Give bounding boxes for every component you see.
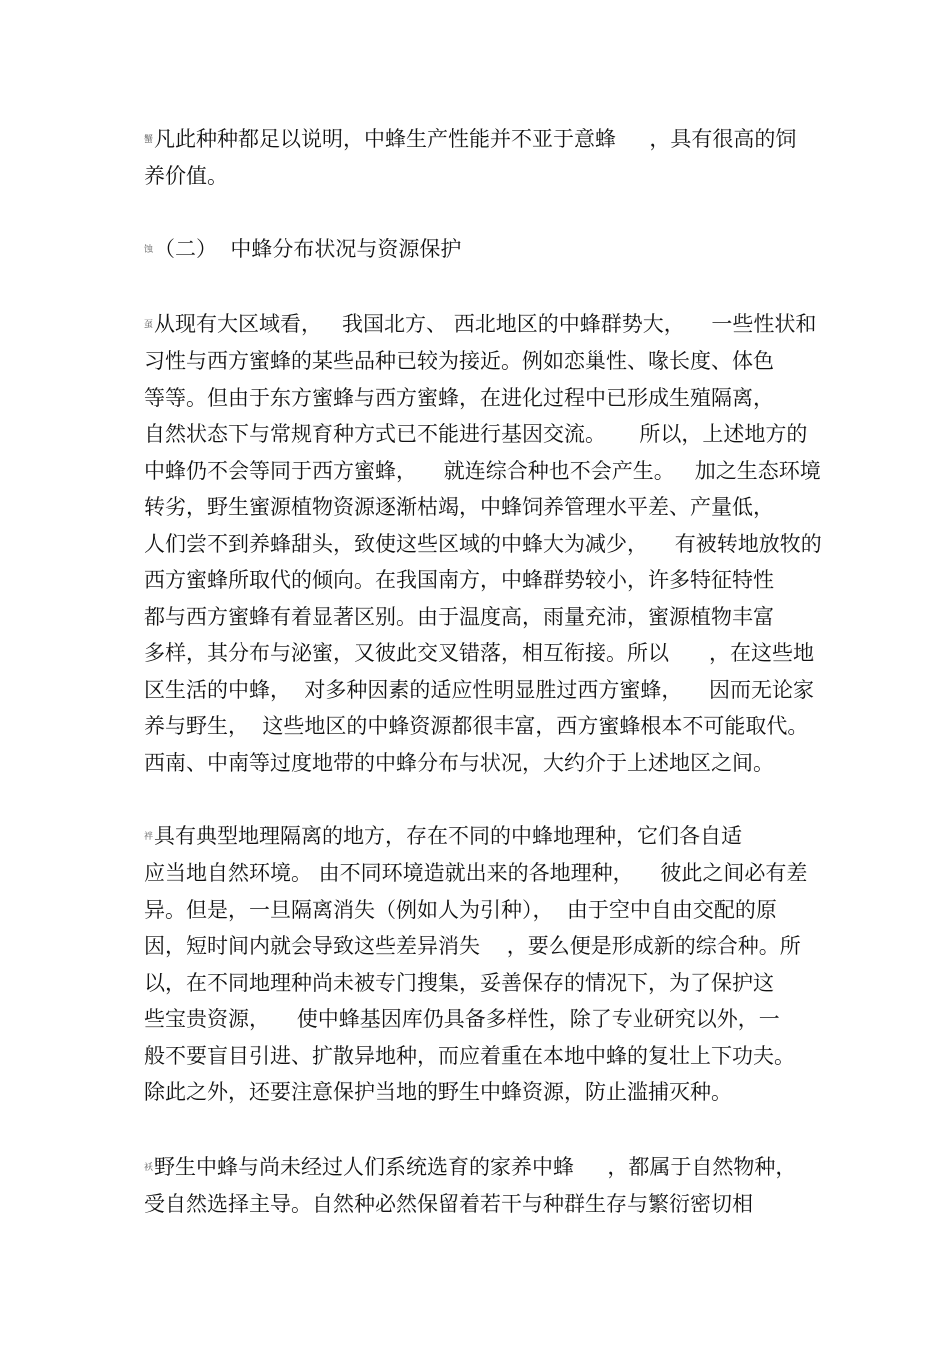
paragraph-line: 习性与西方蜜蜂的某些品种已较为接近。例如恋巢性、喙长度、体色 — [144, 349, 774, 374]
paragraph-line: 除此之外，还要注意保护当地的野生中蜂资源，防止滥捕灭种。 — [144, 1080, 732, 1105]
paragraph-line: 西南、中南等过度地带的中蜂分布与状况，大约介于上述地区之间。 — [144, 750, 774, 775]
paragraph-line: 般不要盲目引进、扩散异地种，而应着重在本地中蜂的复壮上下功夫。 — [144, 1043, 795, 1068]
paragraph-line: 以，在不同地理种尚未被专门搜集，妥善保存的情况下，为了保护这 — [144, 970, 774, 995]
paragraph-3 — [144, 818, 824, 1111]
paragraph-line: 虿从现有大区域看， 我国北方、 西北地区的中蜂群势大， 一些性状和 — [144, 312, 817, 336]
glyph-marker: 虿 — [144, 319, 154, 330]
heading-line: 蚀（二） 中蜂分布状况与资源保护 — [144, 237, 462, 261]
section-heading — [144, 231, 824, 268]
glyph-marker: 蚀 — [144, 244, 154, 255]
paragraph-line: 自然状态下与常规育种方式已不能进行基因交流。 所以，上述地方的 — [144, 422, 808, 447]
paragraph-line: 西方蜜蜂所取代的倾向。在我国南方，中蜂群势较小，许多特征特性 — [144, 568, 774, 593]
paragraph-line: 多样，其分布与泌蜜，又彼此交叉错落，相互衔接。所以 ，在这些地 — [144, 641, 815, 666]
paragraph-4 — [144, 1149, 824, 1223]
paragraph-line: 都与西方蜜蜂有着显著区别。由于温度高，雨量充沛，蜜源植物丰富 — [144, 604, 774, 629]
paragraph-line: 养与野生， 这些地区的中蜂资源都很丰富，西方蜜蜂根本不可能取代。 — [144, 714, 809, 739]
paragraph-line: 养价值。 — [144, 164, 228, 189]
paragraph-line: 些宝贵资源， 使中蜂基因库仍具备多样性，除了专业研究以外，一 — [144, 1007, 780, 1032]
paragraph-line: 转劣，野生蜜源植物资源逐渐枯竭，中蜂饲养管理水平差、产量低， — [144, 495, 774, 520]
paragraph-line: 蟹凡此种种都足以说明，中蜂生产性能并不亚于意蜂 ，具有很高的饲 — [144, 127, 797, 151]
paragraph-1 — [144, 121, 824, 195]
paragraph-line: 异。但是，一旦隔离消失（例如人为引种）， 由于空中自由交配的原 — [144, 897, 777, 922]
glyph-marker: 袄 — [144, 1162, 154, 1173]
paragraph-line: 袄野生中蜂与尚未经过人们系统选育的家养中蜂 ，都属于自然物种， — [144, 1155, 797, 1179]
paragraph-line: 受自然选择主导。自然种必然保留着若干与种群生存与繁衍密切相 — [144, 1192, 753, 1217]
paragraph-line: 人们尝不到养蜂甜头，致使这些区域的中蜂大为减少， 有被转地放牧的 — [144, 531, 822, 556]
paragraph-line: 等等。但由于东方蜜蜂与西方蜜蜂，在进化过程中已形成生殖隔离， — [144, 385, 774, 410]
paragraph-line: 因，短时间内就会导致这些差异消失 ，要么便是形成新的综合种。所 — [144, 934, 801, 959]
paragraph-line: 区生活的中蜂， 对多种因素的适应性明显胜过西方蜜蜂， 因而无论家 — [144, 677, 815, 702]
paragraph-line: 中蜂仍不会等同于西方蜜蜂， 就连综合种也不会产生。 加之生态环境 — [144, 458, 821, 483]
glyph-marker: 袢 — [144, 831, 154, 842]
paragraph-line: 袢具有典型地理隔离的地方，存在不同的中蜂地理种，它们各自适 — [144, 824, 743, 848]
paragraph-line: 应当地自然环境。 由不同环境造就出来的各地理种， 彼此之间必有差 — [144, 861, 808, 886]
paragraph-2 — [144, 306, 824, 781]
glyph-marker: 蟹 — [144, 134, 154, 145]
